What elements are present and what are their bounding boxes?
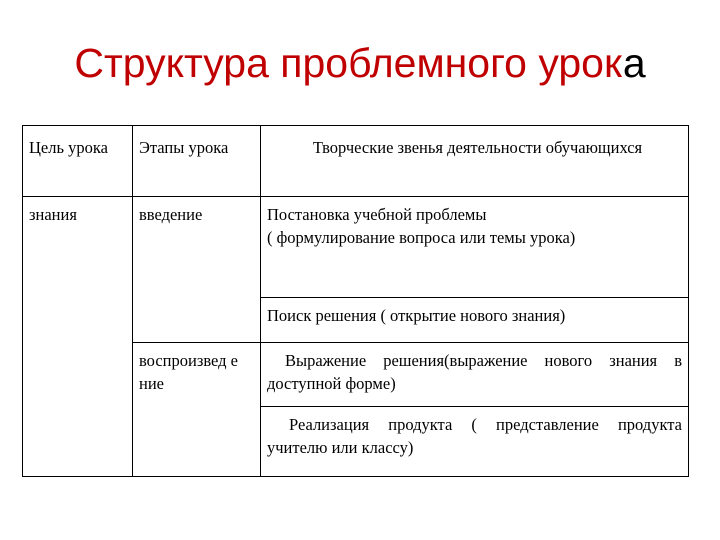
header-goal: Цель урока	[29, 138, 108, 157]
stage-reproduction-cell	[133, 343, 261, 477]
stage-intro: введение	[139, 205, 203, 224]
header-creative-cell	[261, 126, 689, 197]
slide-title	[0, 40, 720, 87]
creative-expression: Выражение решения(выражение нового знания в доступной форме)	[267, 351, 682, 394]
creative-problem-setting: Постановка учебной проблемы	[267, 205, 487, 224]
slide-title-last-letter: а	[622, 40, 646, 86]
lesson-structure-table	[22, 125, 689, 477]
creative-search-cell	[261, 298, 689, 343]
stage-reproduction: воспроизвед ение	[139, 351, 238, 394]
creative-expression-cell	[261, 343, 689, 407]
header-creative: Творческие звенья деятельности обучающихся	[312, 138, 643, 157]
goal-value: знания	[29, 205, 77, 224]
creative-problem-detail: ( формулирование вопроса или темы урока)	[267, 228, 576, 248]
stage-intro-cell	[133, 197, 261, 343]
creative-realization-cell	[261, 407, 689, 477]
slide-title-main: Структура проблемного урок	[74, 40, 623, 86]
header-goal-cell	[23, 126, 133, 197]
header-stages: Этапы урока	[139, 138, 229, 157]
table-row	[23, 197, 689, 298]
goal-cell	[23, 197, 133, 477]
table-header-row	[23, 126, 689, 197]
creative-realization: Реализация продукта ( представление продукта учителю или классу)	[267, 415, 682, 458]
creative-problem-cell	[261, 197, 689, 298]
header-stages-cell	[133, 126, 261, 197]
creative-search: Поиск решения ( открытие нового знания)	[267, 306, 566, 325]
